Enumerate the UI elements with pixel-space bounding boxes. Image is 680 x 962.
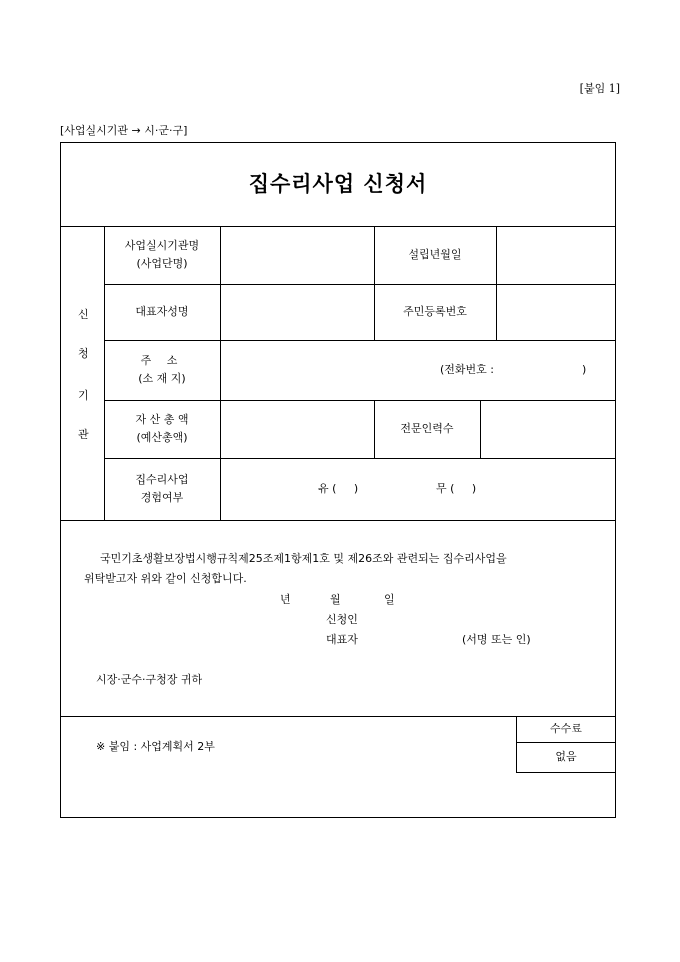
established-date-field[interactable]: [496, 226, 616, 284]
attachment-note: ※ 붙임 : 사업계획서 2부: [96, 740, 215, 753]
addressee: 시장·군수·구청장 귀하: [96, 673, 203, 686]
experience-yes-option[interactable]: 유 ( ): [318, 482, 359, 495]
address-label: [104, 340, 220, 400]
assets-field[interactable]: [220, 400, 374, 458]
experience-line1: 집수리사업: [135, 473, 189, 486]
resident-number-field[interactable]: [496, 284, 616, 340]
org-name-line2: (사업단명): [136, 257, 188, 270]
date-day: 일: [384, 593, 395, 606]
experience-label: [104, 458, 220, 520]
experience-no-option[interactable]: 무 ( ): [436, 482, 477, 495]
experience-line2: 경험여부: [140, 491, 184, 504]
address-line2: (소 재 지): [138, 372, 186, 385]
phone-close: ): [582, 363, 587, 376]
form-title: 집수리사업 신청서: [248, 171, 428, 196]
assets-line2: (예산총액): [136, 431, 188, 444]
declaration-line1: 국민기초생활보장법시행규칙제25조제1항제1호 및 제26조와 관련되는 집수리사업을: [100, 552, 507, 565]
phone-label: (전화번호 :: [440, 363, 494, 376]
address-field[interactable]: [220, 340, 616, 400]
declaration-line2: 위탁받고자 위와 같이 신청합니다.: [84, 572, 247, 585]
fee-value: 없음: [555, 750, 577, 763]
route-label: [사업실시기관 → 시·군·구]: [60, 124, 188, 137]
expert-count-label: 전문인력수: [400, 422, 454, 435]
attachment-label: [붙임 1]: [579, 82, 620, 95]
side-label-char-3: 기: [78, 389, 89, 402]
side-label-char-4: 관: [78, 428, 89, 441]
expert-count-field[interactable]: [480, 400, 616, 458]
established-date-label: 설립년월일: [408, 248, 462, 261]
table-bottom-divider: [60, 520, 616, 521]
side-label-char-2: 청: [78, 347, 89, 360]
representative-label: 대표자: [326, 633, 358, 646]
fee-label: 수수료: [550, 722, 582, 735]
org-name-line1: 사업실시기관명: [124, 239, 200, 252]
date-month: 월: [330, 593, 341, 606]
org-name-label: [104, 226, 220, 284]
assets-line1: 자 산 총 액: [135, 413, 189, 426]
representative-name-label: 대표자성명: [135, 305, 189, 318]
resident-number-label: 주민등록번호: [403, 305, 467, 318]
fee-divider-2: [516, 772, 616, 773]
signature-label: (서명 또는 인): [462, 633, 531, 646]
address-line1: 주 소: [140, 354, 184, 367]
representative-name-field[interactable]: [220, 284, 374, 340]
side-label-char-1: 신: [78, 308, 89, 321]
date-year: 년: [280, 593, 291, 606]
applicant-label: 신청인: [326, 613, 358, 626]
assets-label: [104, 400, 220, 458]
org-name-field[interactable]: [220, 226, 374, 284]
